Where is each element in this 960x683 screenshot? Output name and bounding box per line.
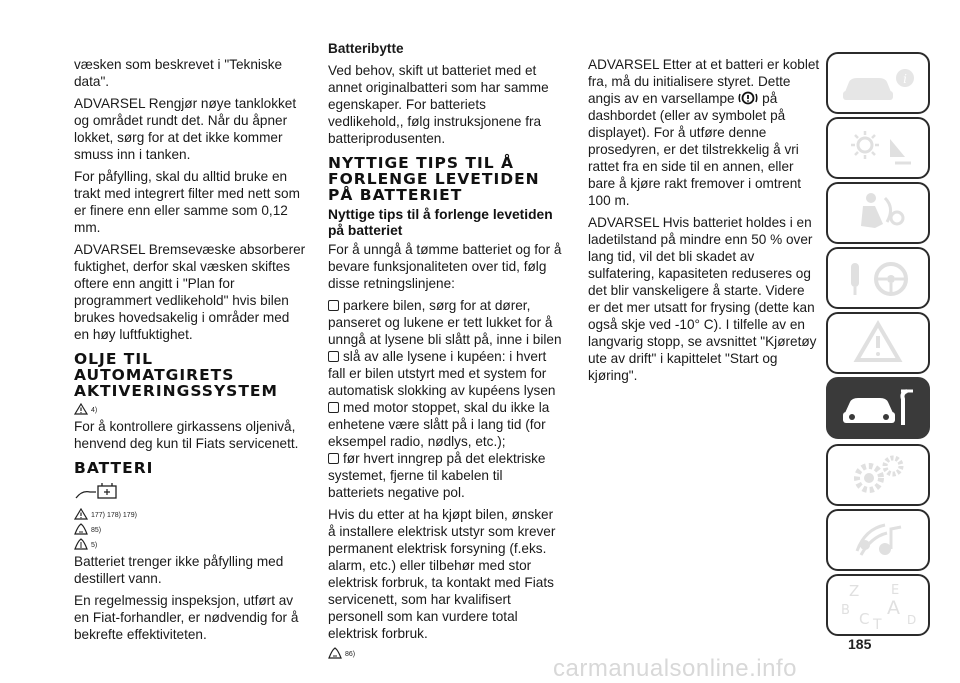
tab-emergencies[interactable]: [826, 312, 930, 374]
bullet-icon: [328, 453, 339, 464]
bullet-icon: [328, 300, 339, 311]
bullet-item: [328, 399, 562, 450]
index-letter: D: [907, 613, 917, 627]
paragraph: [588, 56, 820, 209]
environment-leaf-icon: [74, 538, 88, 550]
watermark: carmanualsonline.info: [553, 655, 797, 682]
warning-number: 86): [345, 651, 356, 658]
car-maintenance-icon: [835, 383, 921, 433]
paragraph: En regelmessig inspeksjon, utført av en Fiat-forhandler, er nødvendig for å bekrefte effektiviteten.: [74, 593, 299, 642]
heading-battery: BATTERI: [74, 459, 154, 477]
paragraph: For å unngå å tømme batteriet og for å bevare funksjonaliteten over tid, følg disse retningslinjene:: [328, 242, 562, 291]
tab-technical-data[interactable]: [826, 444, 930, 506]
paragraph: Hvis du etter at ha kjøpt bilen, ønsker å installere elektrisk utstyr som krever permanent elektrisk forsyning (f.eks. alarm, etc.) eller tilbehør med stor elektrisk forbruk, ta kontakt med Fiats servicenett, som har kvalifisert personell som kan vurdere total elektrisk forbruk.: [328, 507, 556, 641]
bullet-text: med motor stoppet, skal du ikke la enhetene være slått på i lang tid (for eksempel radio, nødlys, etc.);: [328, 400, 550, 449]
tab-starting-driving[interactable]: [826, 247, 930, 309]
warning-triangle-icon: [835, 318, 921, 368]
bullet-item: [328, 450, 562, 501]
tab-safety[interactable]: [826, 182, 930, 244]
tab-maintenance[interactable]: [826, 377, 930, 439]
index-letter: E: [891, 583, 900, 598]
caution-drop-icon: [328, 647, 342, 659]
warning-reference: [74, 538, 306, 550]
paragraph: For påfylling, skal du alltid bruke en trakt med integrert filter med nett som er finere enn eller samme som 0,12 mm.: [74, 169, 300, 235]
index-letter: T: [873, 617, 882, 630]
paragraph: Ved behov, skift ut batteriet med et annet originalbatteri som har samme egenskaper. For batteriets vedlikehold,, følg instruksjonene fra batteriprodusenten.: [328, 63, 549, 146]
index-letter: C: [859, 610, 870, 628]
paragraph: Batteriet trenger ikke påfylling med destillert vann.: [74, 554, 284, 586]
warning-number: 85): [91, 527, 102, 534]
specs-gears-icon: [835, 450, 921, 500]
svg-text:i: i: [903, 72, 907, 86]
warning-reference: [74, 523, 306, 535]
tab-dashboard[interactable]: [826, 117, 930, 179]
warning-reference: [328, 647, 562, 659]
bullet-item: [328, 297, 562, 348]
subheading-battery-replacement: Batteribytte: [328, 41, 404, 56]
alphabetical-index-icon: [835, 580, 921, 630]
warning-triangle-icon: [74, 508, 88, 520]
car-info-icon: [835, 58, 921, 108]
heading-oil: OLJE TIL AUTOMATGIRETS AKTIVERINGSSYSTEM: [74, 350, 278, 400]
warning-reference: [74, 403, 306, 415]
warning-number: 177) 178) 179): [91, 512, 137, 519]
steering-warning-lamp-icon: [738, 91, 758, 105]
text-column-1: [74, 56, 306, 648]
tab-multimedia[interactable]: [826, 509, 930, 571]
paragraph: væsken som beskrevet i "Tekniske data".: [74, 57, 283, 89]
caution-drop-icon: [74, 523, 88, 535]
bullet-text: parkere bilen, sørg for at dører, panseret og lukene er tett lukket for å unngå at lysene bli slått på, inne i bilen: [328, 298, 562, 347]
battery-hand-icon: [74, 480, 120, 500]
index-letter: B: [841, 603, 850, 618]
bullet-icon: [328, 351, 339, 362]
key-steering-icon: [835, 253, 921, 303]
tab-index[interactable]: [826, 574, 930, 636]
battery-pictograms: [74, 480, 306, 504]
index-letter: A: [887, 597, 900, 619]
bullet-text: slå av alle lysene i kupéen: i hvert fall er bilen utstyrt med et system for automatisk slokking av kupéens lysen: [328, 349, 556, 398]
text-column-2: [328, 40, 562, 662]
multimedia-icon: [835, 515, 921, 565]
paragraph: For å kontrollere girkassens oljenivå, henvend deg kun til Fiats servicenett.: [74, 419, 299, 451]
warning-number: 4): [91, 407, 98, 414]
paragraph: ADVARSEL Hvis batteriet holdes i en ladetilstand på mindre enn 50 % over lang tid, vil det bli skadet av sulfatering, kapasiteten reduseres og det blir vanskeligere å starte. Videre er det mer utsatt for frysing (dette kan også skje ved -10° C). I tilfelle av en langvarig stopp, se avsnittet "Kjøretøy ute av drift" i kapittelet "Start og kjøring".: [588, 215, 817, 383]
warning-triangle-icon: [74, 403, 88, 415]
warning-number: 5): [91, 542, 98, 549]
bullet-item: [328, 348, 562, 399]
tab-car-info[interactable]: [826, 52, 930, 114]
text-column-3: [588, 56, 820, 389]
subheading-tips: Nyttige tips til å forlenge levetiden på batteriet: [328, 207, 553, 238]
index-letter: Z: [849, 582, 860, 600]
paragraph-part: på dashbordet (eller av symbolet på displayet). For å utføre denne prosedyren, er det tilstrekkelig å vri rattet fra en side til en annen, eller bare å kjøre rakt fremover i omtrent 100 m.: [588, 91, 802, 208]
airbag-seat-icon: [835, 188, 921, 238]
warning-reference: [74, 508, 306, 520]
dashboard-lights-icon: [835, 123, 921, 173]
heading-tips: NYTTIGE TIPS TIL Å FORLENGE LEVETIDEN PÅ BATTERIET: [328, 154, 540, 204]
bullet-icon: [328, 402, 339, 413]
paragraph: ADVARSEL Bremsevæske absorberer fuktighet, derfor skal væsken skiftes oftere enn angitt i "Plan for programmert vedlikehold" hvis bilen brukes hovedsakelig i områder med en høy luftfuktighet.: [74, 242, 306, 342]
paragraph: ADVARSEL Rengjør nøye tanklokket og området rundt det. Når du åpner lokket, sørg for at det ikke kommer smuss inn i tanken.: [74, 96, 297, 162]
bullet-text: før hvert inngrep på det elektriske systemet, fjerne til kabelen til batteriets negative pol.: [328, 451, 546, 500]
paragraph-part: ADVARSEL Etter at et batteri er koblet fra, må du initialisere styret. Dette angis av en varsellampe: [588, 57, 820, 106]
page-number: 185: [848, 636, 872, 652]
